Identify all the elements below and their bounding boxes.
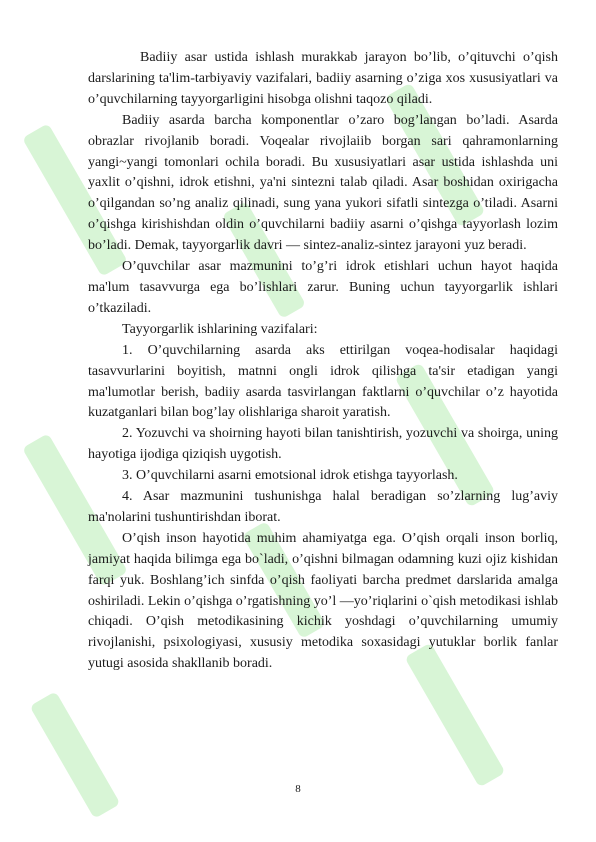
list-item: 3. O’quvchilarni asarni emotsional idrok etishga tayyorlash. xyxy=(122,468,458,484)
list-item: 2. Yozuvchi va shoirning hayoti bilan tanishtirish, yozuvchi va shoirga, uning hayotiga ijodiga qiziqish uygotish. xyxy=(88,426,558,463)
paragraph: O’quvchilar asar mazmunini to’g’ri idrok etishlari uchun hayot haqida ma'lum tasavvurga ega bo’lishlari zarur. Buning uchun tayyorgarlik ishlari o’tkaziladi. xyxy=(88,259,558,316)
paragraph: O’qish inson hayotida muhim ahamiyatga ega. O’qish orqali inson borliq, jamiyat haqida bilimga ega bo`ladi, o’qishni bilmagan odamning kuzi ojiz kishidan farqi yuk. Boshlang’ich sinfda o’qish faoliyati barcha predmet darslarida amalga oshiriladi. Lekin o’qishga o’rgatishning yo’l —yo’riqlarini o`qish metodikasi ishlab chiqadi. O’qish metodikasining kichik yoshdagi o’quvchilarning umumiy rivojlanishi, psixologiyasi, xususiy metodika soxasidagi yutuklar borlik fanlar yutugi asosida shakllanib boradi. xyxy=(88,530,558,672)
paragraph: Badiiy asar ustida ishlash murakkab jarayon bo’lib, o’qituvchi o’qish darslarining ta'lim-tarbiyaviy vazifalari, badiiy asarning o’ziga xos xususiyatlari va o’quvchilarning tayyorgarligini hisobga olishni taqozo qiladi. xyxy=(88,50,558,107)
section-heading: Tayyorgarlik ishlarining vazifalari: xyxy=(122,321,318,337)
page-number: 8 xyxy=(295,783,301,795)
list-item: 4. Asar mazmunini tushunishga halal beradigan so’zlarning lug’aviy ma'nolarini tushuntirishdan iborat. xyxy=(88,489,558,525)
watermark-stripe xyxy=(30,691,121,819)
list-item: 1. O’quvchilarning asarda aks ettirilgan voqea-hodisalar haqidagi tasavvurlarini boyitish, matnni ongli idrok qilishga ta'sir etadigan yangi ma'lumotlar berish, badiiy asarda tasvirlangan faktlarni o’quvchilar o’z hayotida kuzatganlari bilan bog’lay olishlariga sharoit yaratish. xyxy=(88,342,558,421)
body-text xyxy=(88,48,558,675)
paragraph: Badiiy asarda barcha komponentlar o’zaro bog’langan bo’ladi. Asarda obrazlar rivojlanib boradi. Voqealar rivojlaiib borgan sari qahramonlarning yangi~yangi tomonlari ochila boradi. Bu xususiyatlari asar ustida ishlashda uni yaxlit o’qishni, idrok etishni, ya'ni sintezni talab qiladi. Asar boshidan oxirigacha o’qilgandan so’ng analiz qilinadi, sung yana yukori sifatli sintezga o’tiladi. Asarni o’qishga kirishishdan oldin o’quvchilarni badiiy asarni o’qishga tayyorlash lozim bo’ladi. Demak, tayyorgarlik davri — sintez-analiz-sintez jarayoni yuz beradi. xyxy=(88,112,558,254)
